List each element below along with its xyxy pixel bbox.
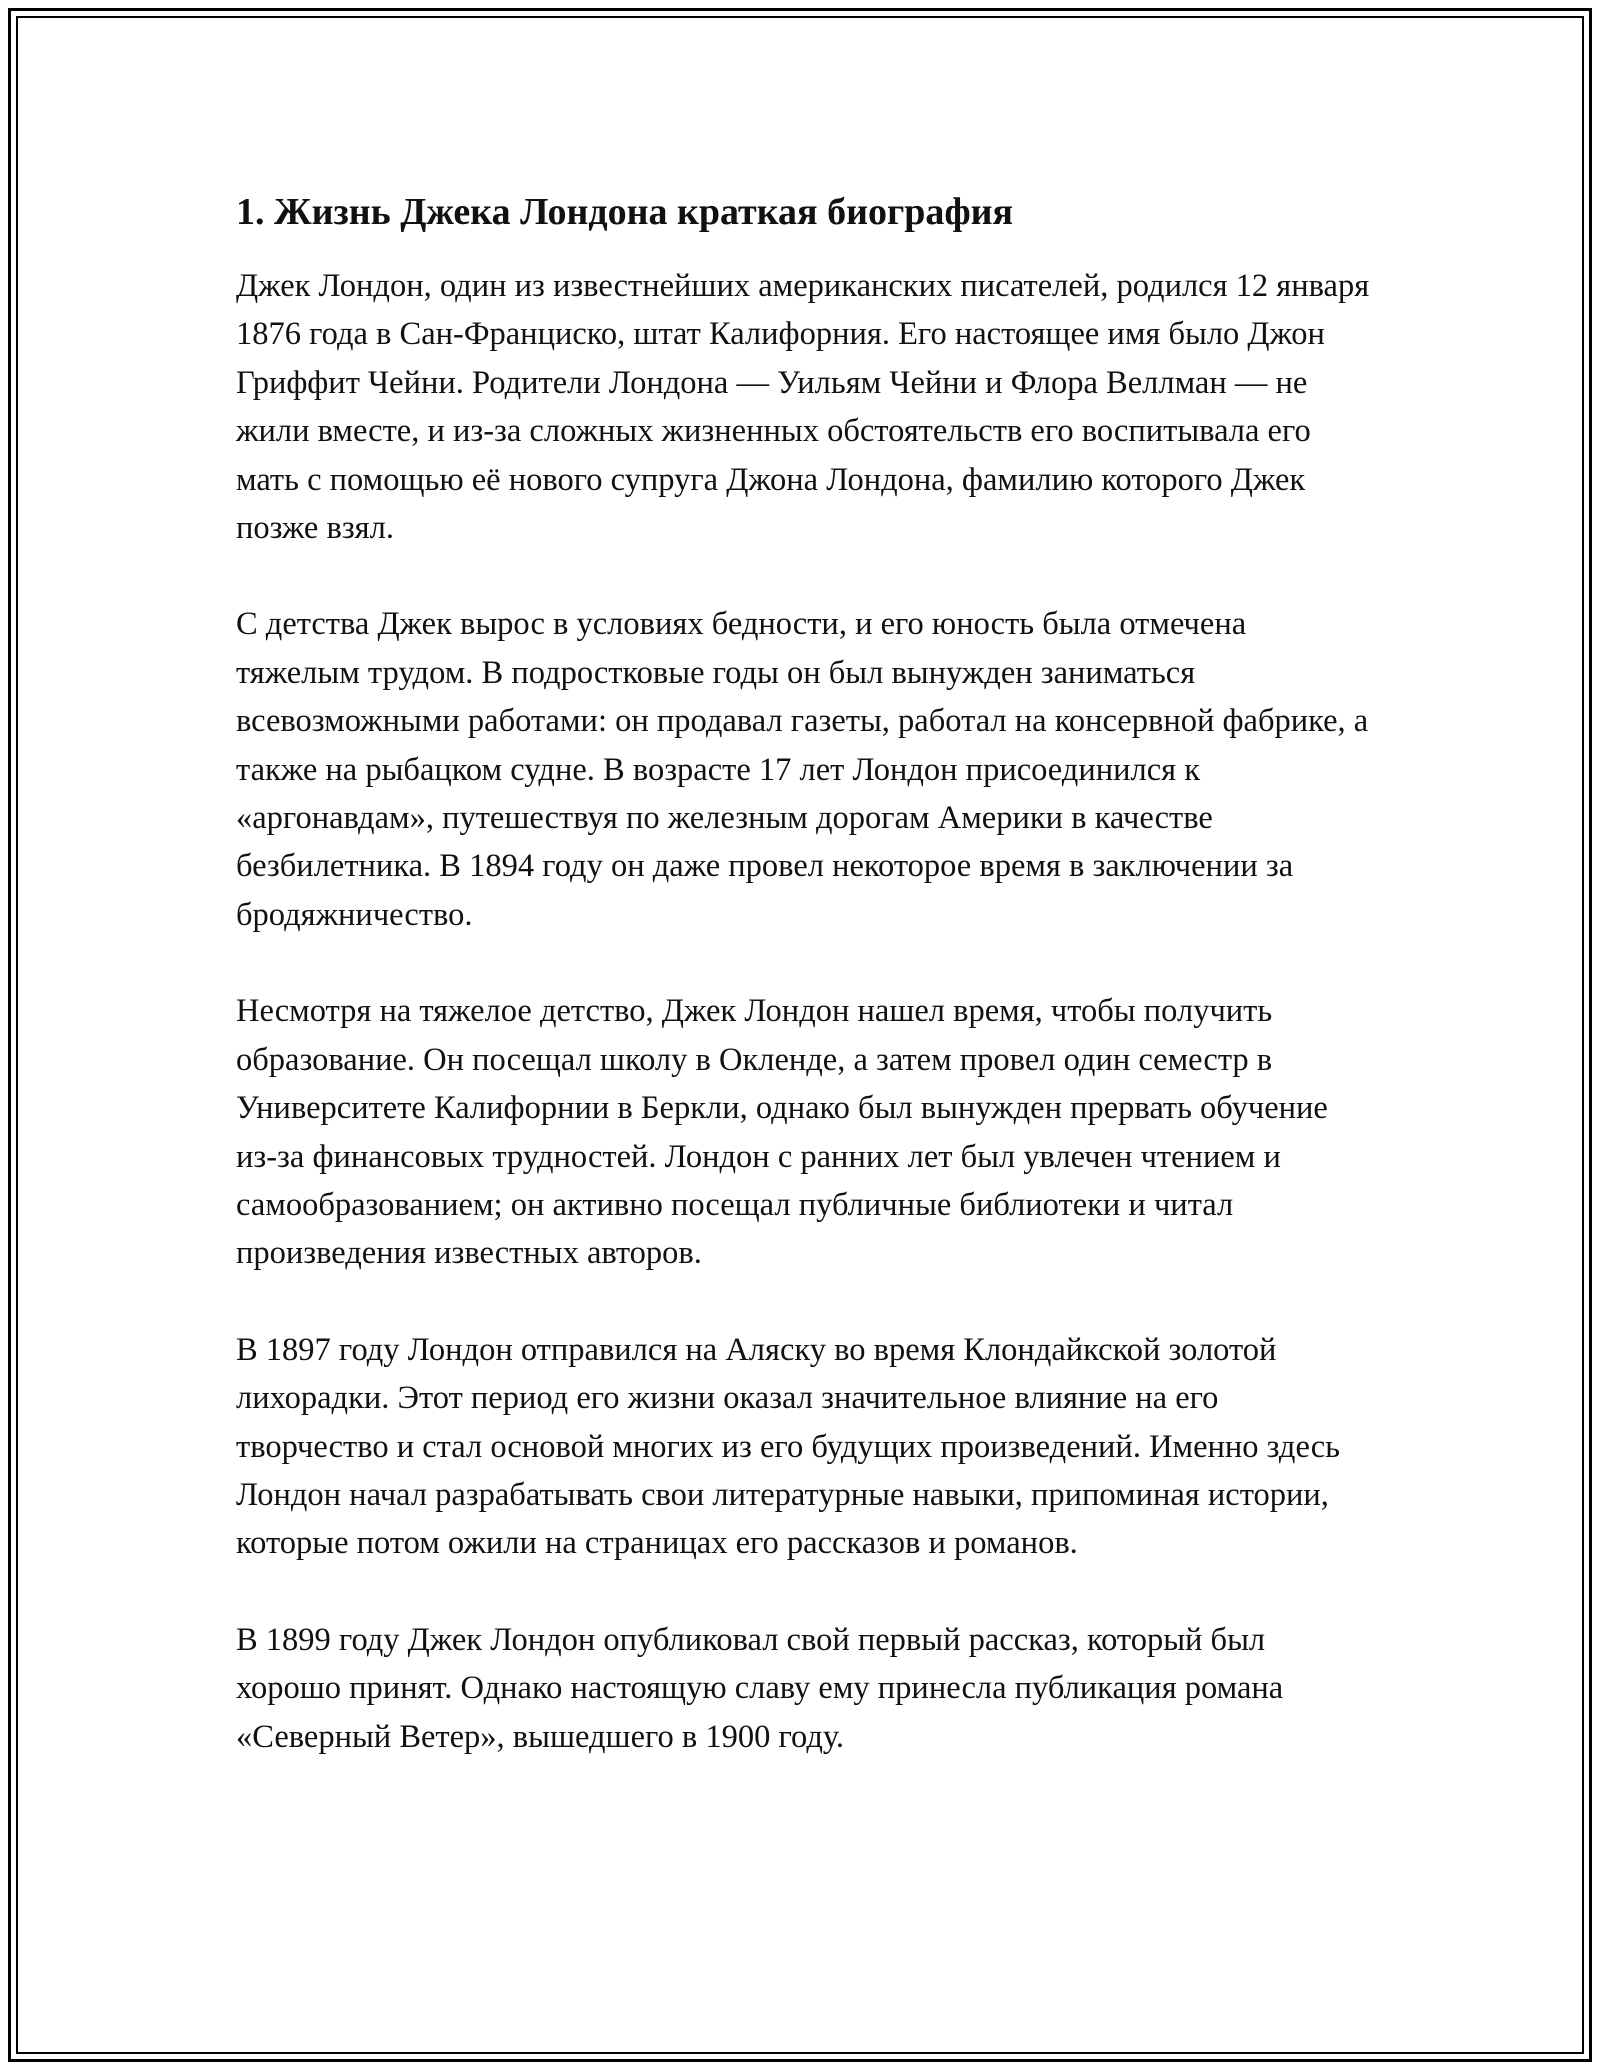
paragraph-5: В 1899 году Джек Лондон опубликовал свой первый рассказ, который был хорошо принят. Однако настоящую славу ему принесла публикация романа «Северный Ветер», вышедшего в 1900 году. (236, 1621, 1284, 1755)
paragraph-4: В 1897 году Лондон отправился на Аляску во время Клондайкской золотой лихорадки. Этот период его жизни оказал значительное влияние на его творчество и стал основой многих из его будущих произведений. Именно здесь Лондон начал разрабатывать свои литературные навыки, припоминая истории, которые потом ожили на страницах его рассказов и романов. (236, 1331, 1340, 1562)
document-body (236, 188, 1376, 1809)
document-title: 1. Жизнь Джека Лондона краткая биография (236, 191, 1014, 233)
paragraph-2: С детства Джек вырос в условиях бедности, и его юность была отмечена тяжелым трудом. В подростковые годы он был вынужден заниматься всевозможными работами: он продавал газеты, работал на консервной фабрике, а также на рыбацком судне. В возрасте 17 лет Лондон присоединился к «аргонавдам», путешествуя по железным дорогам Америки в качестве безбилетника. В 1894 году он даже провел некоторое время в заключении за бродяжничество. (236, 606, 1369, 933)
paragraph-1: Джек Лондон, один из известнейших американских писателей, родился 12 января 1876 года в Сан-Франциско, штат Калифорния. Его настоящее имя было Джон Гриффит Чейни. Родители Лондона — Уильям Чейни и Флора Веллман — не жили вместе, и из-за сложных жизненных обстоятельств его воспитывала его мать с помощью её нового супруга Джона Лондона, фамилию которого Джек позже взял. (236, 268, 1370, 547)
paragraph-3: Несмотря на тяжелое детство, Джек Лондон нашел время, чтобы получить образование. Он посещал школу в Окленде, а затем провел один семестр в Университете Калифорнии в Беркли, однако был вынужден прервать обучение из-за финансовых трудностей. Лондон с ранних лет был увлечен чтением и самообразованием; он активно посещал публичные библиотеки и читал произведения известных авторов. (236, 993, 1328, 1272)
